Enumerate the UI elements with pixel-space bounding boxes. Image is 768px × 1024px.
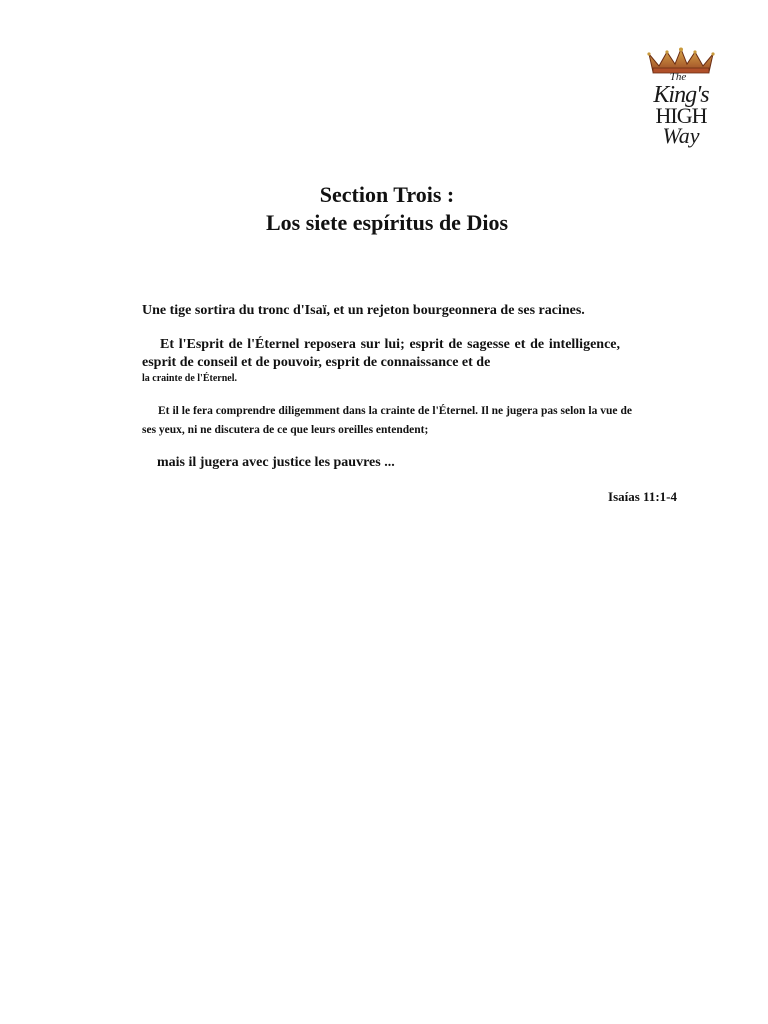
logo-way: Way — [662, 123, 700, 148]
title-line-1: Section Trois : — [319, 182, 455, 207]
verse-paragraph-1: Une tige sortira du tronc d'Isaï, et un rejeton bourgeonnera de ses racines. — [142, 303, 585, 318]
logo-the: The — [669, 71, 687, 83]
verse-paragraph-3-text: Et il le fera comprendre diligemment dans la crainte de l'Éternel. Il ne jugera pas selon la vue de ses yeux, ni ne discutera de ce que leurs oreilles entendent; — [142, 405, 632, 436]
logo-kings: King's — [653, 82, 709, 108]
verse-paragraph-4: mais il jugera avec justice les pauvres ... — [157, 455, 395, 470]
verse-paragraph-3 — [142, 402, 632, 440]
verse-paragraph-2-tail: la crainte de l'Éternel. — [142, 373, 237, 384]
title-line-2: Los siete espíritus de Dios — [266, 210, 508, 235]
page-title — [0, 181, 768, 237]
logo-wordmark — [645, 72, 717, 147]
scripture-reference: Isaías 11:1-4 — [608, 489, 677, 504]
logo-high: HIGH — [655, 103, 707, 128]
verse-paragraph-2 — [142, 336, 620, 385]
kings-highway-logo — [645, 46, 717, 166]
verse-paragraph-2-main: Et l'Esprit de l'Éternel reposera sur lui; esprit de sagesse et de intelligence, esprit de conseil et de pouvoir, esprit de connaissance et de — [142, 337, 620, 370]
